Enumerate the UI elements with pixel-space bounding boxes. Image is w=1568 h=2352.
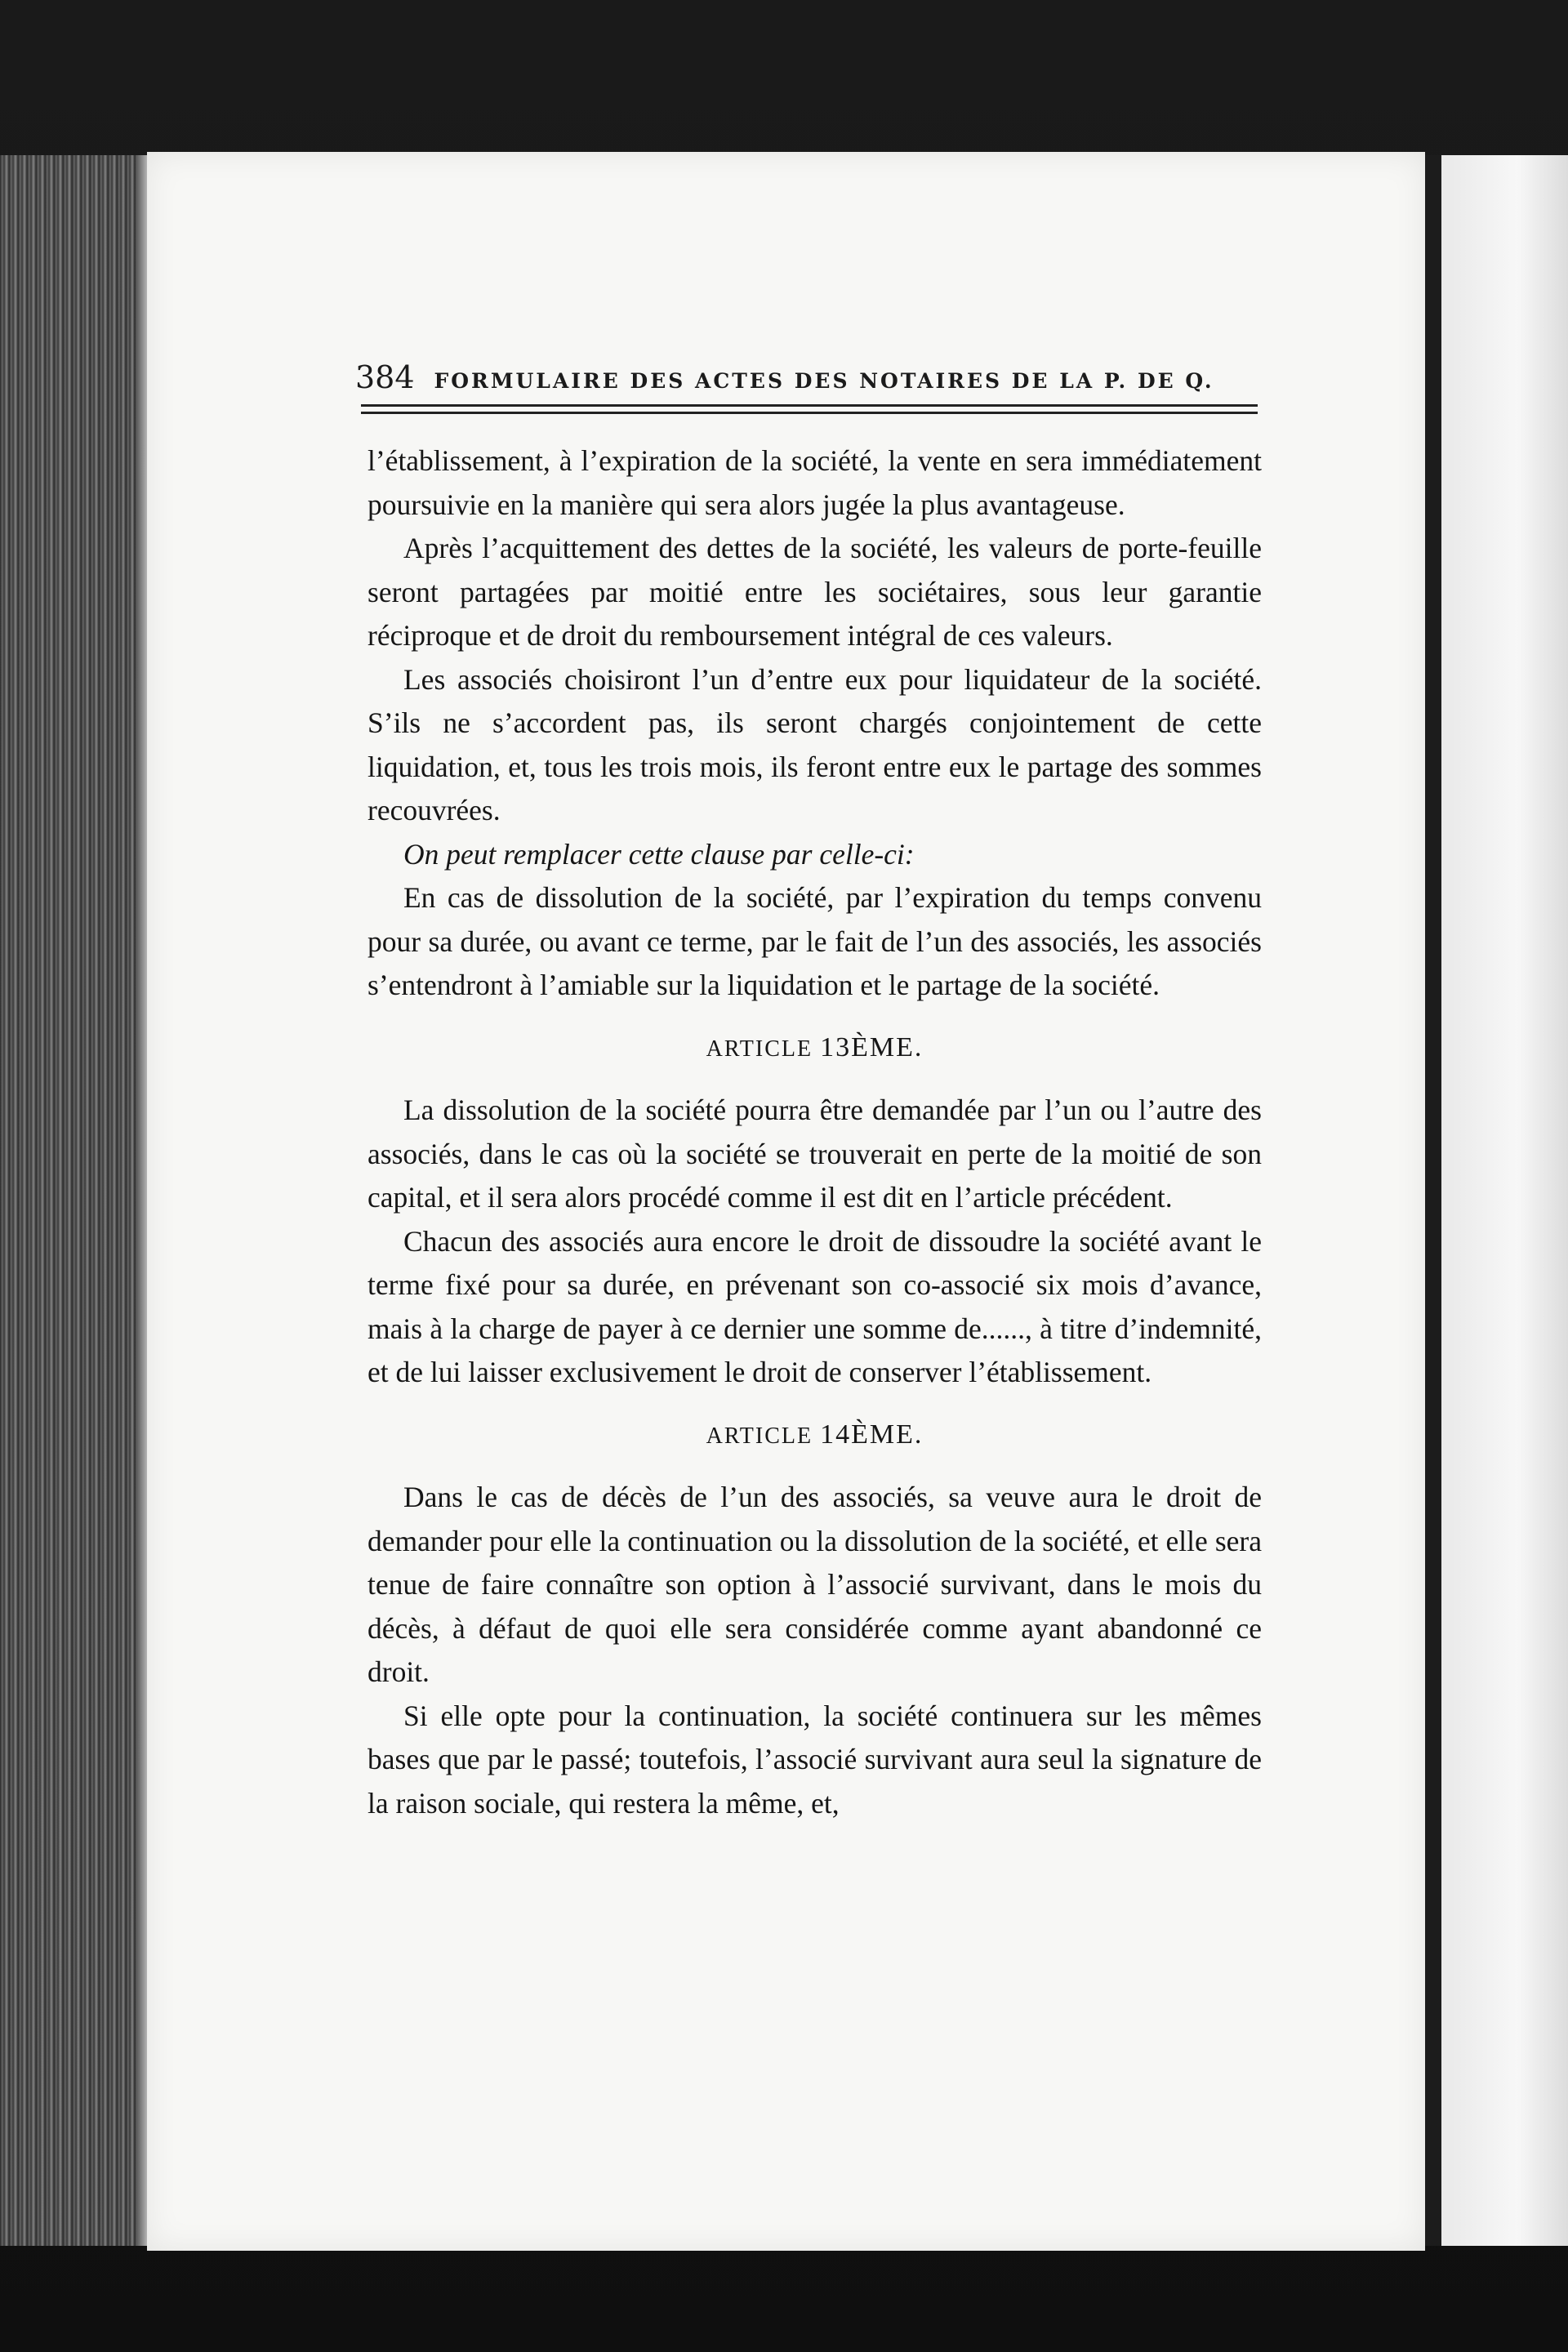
page-number: 384: [355, 359, 415, 395]
body-text: [368, 439, 1262, 1825]
facing-page-edge: [1441, 155, 1568, 2246]
paragraph-debts: Après l’acquittement des dettes de la société, les valeurs de porte-feuille seront partagées par moitié entre les sociétaires, sous leur garantie réciproque et de droit du remboursement intégral de ces valeurs.: [368, 532, 1262, 652]
book-gutter: [1425, 155, 1441, 2246]
running-title: FORMULAIRE DES ACTES DES NOTAIRES DE LA P. DE Q.: [434, 369, 1214, 393]
page-header: [355, 359, 1254, 408]
paragraph-continuation: l’établissement, à l’expiration de la société, la vente en sera immédiatement poursuivie en la manière qui sera alors jugée la plus avantageuse.: [368, 444, 1262, 521]
paragraph-liquidator: Les associés choisiront l’un d’entre eux pour liquidateur de la société. S’ils ne s’accordent pas, ils seront chargés conjointement de cette liquidation, et, tous les trois mois, ils feront entre eux le partage des sommes recouvrées.: [368, 662, 1262, 826]
paragraph-dissolution-notice: Chacun des associés aura encore le droit de dissoudre la société avant le terme fixé pour sa durée, en prévenant son co-associé six mois d’avance, mais à la charge de payer à ce dernier une somme de......, à titre d’indemnité, et de lui laisser exclusivement le droit de conserver l’établissement.: [368, 1224, 1262, 1388]
article-14-heading: [368, 1413, 1262, 1459]
article-14-number: 14ÈME.: [820, 1419, 924, 1450]
paragraph-continuation-option: Si elle opte pour la continuation, la société continuera sur les mêmes bases que par le passé; toutefois, l’associé survivant aura seul la signature de la raison sociale, qui restera la même, et,: [368, 1699, 1262, 1820]
paragraph-death-of-partner: Dans le cas de décès de l’un des associés, sa veuve aura le droit de demander pour elle la continuation ou la dissolution de la société, et elle sera tenue de faire connaître son option à l’associé survivant, dans le mois du décès, à défaut de quoi elle sera considérée comme ayant abandonné ce droit.: [368, 1481, 1262, 1688]
article-13-label: ARTICLE: [706, 1036, 813, 1062]
paragraph-alternative-note: On peut remplacer cette clause par celle-ci:: [403, 837, 915, 871]
book-page-edges: [0, 155, 147, 2246]
article-13-number: 13ÈME.: [820, 1031, 924, 1062]
paragraph-dissolution-alt: En cas de dissolution de la société, par l’expiration du temps convenu pour sa durée, ou avant ce terme, par le fait de l’un des associés, les associés s’entendront à l’amiable sur la liquidation et le partage de la société.: [368, 881, 1262, 1001]
article-13-heading: [368, 1026, 1262, 1071]
paragraph-dissolution-loss: La dissolution de la société pourra être demandée par l’un ou l’autre des associés, dans le cas où la société se trouverait en perte de la moitié de son capital, et il sera alors procédé comme il est dit en l’article précédent.: [368, 1094, 1262, 1214]
article-14-label: ARTICLE: [706, 1423, 813, 1449]
header-double-rule: [361, 404, 1258, 414]
